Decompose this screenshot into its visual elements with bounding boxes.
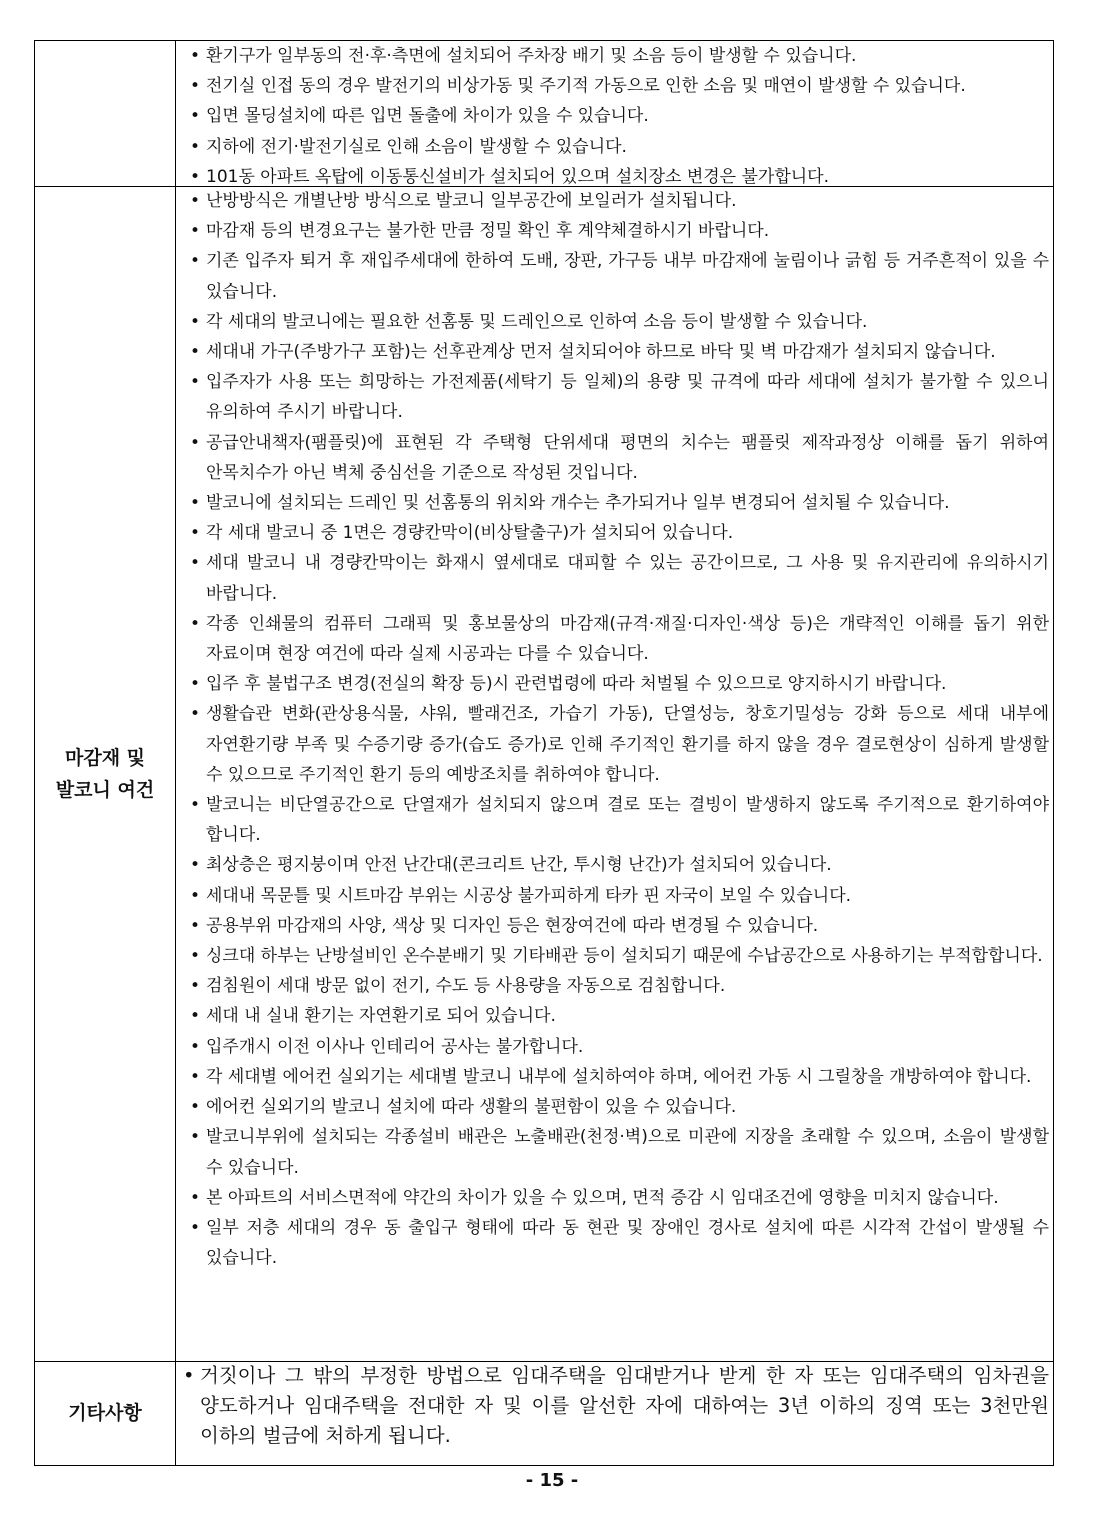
list-item: • 각종 인쇄물의 컴퓨터 그래픽 및 홍보물상의 마감재(규격·재질·디자인·색상 등)은 개략적인 이해를 돕기 위한 자료이며 현장 여건에 따라 실제 시공과는 다를 수 있습니다. bbox=[182, 609, 1049, 669]
section-label-misc bbox=[35, 1361, 176, 1465]
list-item: • 세대 내 실내 환기는 자연환기로 되어 있습니다. bbox=[182, 1001, 1049, 1031]
bullet-list bbox=[182, 1361, 1049, 1451]
list-item: • 각 세대별 에어컨 실외기는 세대별 발코니 내부에 설치하여야 하며, 에어컨 가동 시 그릴창을 개방하여야 합니다. bbox=[182, 1062, 1049, 1092]
list-item: • 검침원이 세대 방문 없이 전기, 수도 등 사용량을 자동으로 검침합니다. bbox=[182, 971, 1049, 1001]
list-item: • 생활습관 변화(관상용식물, 샤워, 빨래건조, 가습기 가동), 단열성능, 창호기밀성능 강화 등으로 세대 내부에 자연환기량 부족 및 수증기량 증가(습도 증가)로 인해 주기적인 환기를 하지 않을 경우 결로현상이 심하게 발생할 수 있으므로 주기적인 환기 등의 예방조치를 취하여야 합니다. bbox=[182, 699, 1049, 790]
list-item: • 공급안내책자(팸플릿)에 표현된 각 주택형 단위세대 평면의 치수는 팸플릿 제작과정상 이해를 돕기 위하여 안목치수가 아닌 벽체 중심선을 기준으로 작성된 것입니다. bbox=[182, 428, 1049, 488]
section-label bbox=[35, 41, 176, 186]
list-item: • 입주개시 이전 이사나 인테리어 공사는 불가합니다. bbox=[182, 1032, 1049, 1062]
section-content bbox=[176, 186, 1053, 1361]
list-item: • 환기구가 일부동의 전·후·측면에 설치되어 주차장 배기 및 소음 등이 발생할 수 있습니다. bbox=[182, 41, 1049, 71]
list-item: • 발코니에 설치되는 드레인 및 선홈통의 위치와 개수는 추가되거나 일부 변경되어 설치될 수 있습니다. bbox=[182, 488, 1049, 518]
list-item: • 세대내 목문틀 및 시트마감 부위는 시공상 불가피하게 타카 핀 자국이 보일 수 있습니다. bbox=[182, 881, 1049, 911]
list-item: • 난방방식은 개별난방 방식으로 발코니 일부공간에 보일러가 설치됩니다. bbox=[182, 186, 1049, 216]
section-label-finishes-balcony bbox=[35, 186, 176, 1361]
list-item: • 거짓이나 그 밖의 부정한 방법으로 임대주택을 임대받거나 받게 한 자 또는 임대주택의 임차권을 양도하거나 임대주택을 전대한 자 및 이를 알선한 자에 대하여는 3년 이하의 징역 또는 3천만원 이하의 벌금에 처하게 됩니다. bbox=[182, 1361, 1049, 1451]
list-item: • 세대내 가구(주방가구 포함)는 선후관계상 먼저 설치되어야 하므로 바닥 및 벽 마감재가 설치되지 않습니다. bbox=[182, 337, 1049, 367]
list-item: • 지하에 전기·발전기실로 인해 소음이 발생할 수 있습니다. bbox=[182, 132, 1049, 162]
list-item: • 공용부위 마감재의 사양, 색상 및 디자인 등은 현장여건에 따라 변경될 수 있습니다. bbox=[182, 911, 1049, 941]
list-item: • 발코니는 비단열공간으로 단열재가 설치되지 않으며 결로 또는 결빙이 발생하지 않도록 주기적으로 환기하여야 합니다. bbox=[182, 790, 1049, 850]
list-item: • 기존 입주자 퇴거 후 재입주세대에 한하여 도배, 장판, 가구등 내부 마감재에 눌림이나 긁힘 등 거주흔적이 있을 수 있습니다. bbox=[182, 246, 1049, 306]
list-item: • 입주자가 사용 또는 희망하는 가전제품(세탁기 등 일체)의 용량 및 규격에 따라 세대에 설치가 불가할 수 있으니 유의하여 주시기 바랍니다. bbox=[182, 367, 1049, 427]
table-row-section-3 bbox=[35, 1361, 1053, 1465]
list-item: • 101동 아파트 옥탑에 이동통신설비가 설치되어 있으며 설치장소 변경은 불가합니다. bbox=[182, 162, 1049, 192]
section-label-line: 발코니 여건 bbox=[55, 778, 155, 801]
list-item: • 각 세대 발코니 중 1면은 경량칸막이(비상탈출구)가 설치되어 있습니다. bbox=[182, 518, 1049, 548]
table-row-section-1 bbox=[35, 41, 1053, 187]
list-item: • 전기실 인접 동의 경우 발전기의 비상가동 및 주기적 가동으로 인한 소음 및 매연이 발생할 수 있습니다. bbox=[182, 71, 1049, 101]
table-row-section-2 bbox=[35, 186, 1053, 1362]
list-item: • 마감재 등의 변경요구는 불가한 만큼 정밀 확인 후 계약체결하시기 바랍니다. bbox=[182, 216, 1049, 246]
list-item: • 일부 저층 세대의 경우 동 출입구 형태에 따라 동 현관 및 장애인 경사로 설치에 따른 시각적 간섭이 발생될 수 있습니다. bbox=[182, 1213, 1049, 1273]
section-label-line: 마감재 및 bbox=[64, 746, 146, 769]
notice-table bbox=[34, 40, 1054, 1466]
list-item: • 각 세대의 발코니에는 필요한 선홈통 및 드레인으로 인하여 소음 등이 발생할 수 있습니다. bbox=[182, 307, 1049, 337]
list-item: • 본 아파트의 서비스면적에 약간의 차이가 있을 수 있으며, 면적 증감 시 임대조건에 영향을 미치지 않습니다. bbox=[182, 1183, 1049, 1213]
list-item: • 최상층은 평지붕이며 안전 난간대(콘크리트 난간, 투시형 난간)가 설치되어 있습니다. bbox=[182, 850, 1049, 880]
list-item: • 에어컨 실외기의 발코니 설치에 따라 생활의 불편함이 있을 수 있습니다. bbox=[182, 1092, 1049, 1122]
section-content bbox=[176, 1361, 1053, 1465]
list-item: • 발코니부위에 설치되는 각종설비 배관은 노출배관(천정·벽)으로 미관에 지장을 초래할 수 있으며, 소음이 발생할 수 있습니다. bbox=[182, 1122, 1049, 1182]
list-item: • 싱크대 하부는 난방설비인 온수분배기 및 기타배관 등이 설치되기 때문에 수납공간으로 사용하기는 부적합합니다. bbox=[182, 941, 1049, 971]
list-item: • 세대 발코니 내 경량칸막이는 화재시 옆세대로 대피할 수 있는 공간이므로, 그 사용 및 유지관리에 유의하시기 바랍니다. bbox=[182, 548, 1049, 608]
bullet-list bbox=[182, 41, 1049, 192]
list-item: • 입주 후 불법구조 변경(전실의 확장 등)시 관련법령에 따라 처벌될 수 있으므로 양지하시기 바랍니다. bbox=[182, 669, 1049, 699]
section-content bbox=[176, 41, 1053, 186]
list-item: • 입면 몰딩설치에 따른 입면 돌출에 차이가 있을 수 있습니다. bbox=[182, 101, 1049, 131]
bullet-list bbox=[182, 186, 1049, 1273]
section-label-line: 기타사항 bbox=[68, 1402, 142, 1424]
page-number: - 15 - bbox=[525, 1470, 579, 1491]
